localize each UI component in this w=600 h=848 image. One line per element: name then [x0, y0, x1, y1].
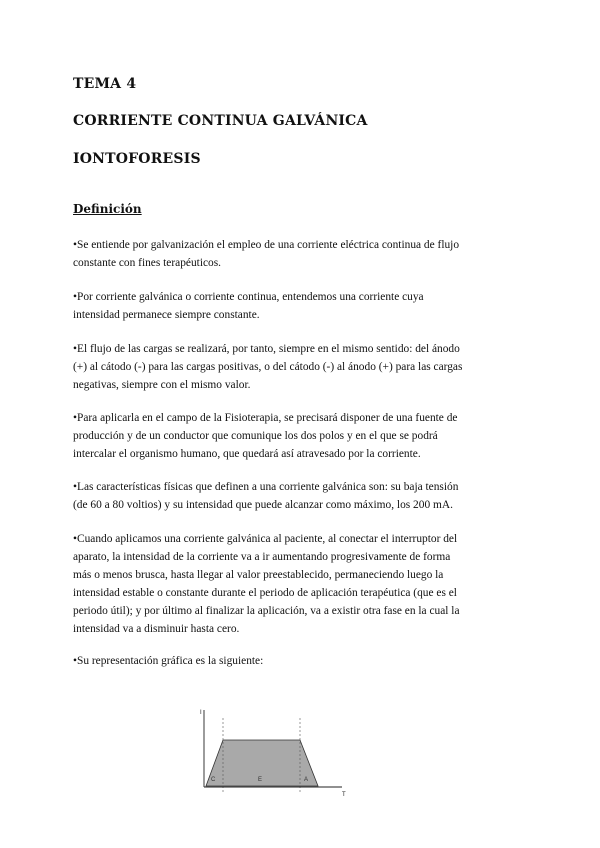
paragraph-line: •Cuando aplicamos una corriente galvánica al paciente, al conectar el interruptor del [73, 533, 458, 545]
paragraph [73, 288, 528, 324]
paragraph-line: •Se entiende por galvanización el empleo de una corriente eléctrica continua de flujo [73, 239, 460, 251]
paragraph [73, 409, 528, 463]
paragraph-line: más o menos brusca, hasta llegar al valor preestablecido, permaneciendo luego la [73, 569, 444, 581]
paragraph-line: (+) al cátodo (-) para las cargas positivas, o del cátodo (-) al ánodo (+) para las cargas [73, 361, 463, 373]
paragraph-line: intensidad permanece siempre constante. [73, 309, 260, 321]
paragraph-line: •Para aplicarla en el campo de la Fisioterapia, se precisará disponer de una fuente de [73, 412, 458, 424]
paragraph-line: •Las características físicas que definen a una corriente galvánica son: su baja tensión [73, 481, 459, 493]
phase-label-c: C [211, 777, 216, 783]
paragraph-line: aparato, la intensidad de la corriente va a ir aumentando progresivamente de forma [73, 551, 451, 563]
section-heading: Definición [73, 202, 142, 216]
paragraph-line: •Su representación gráfica es la siguiente: [73, 655, 264, 667]
phase-label-e: E [258, 777, 263, 783]
topic-number: TEMA 4 [73, 76, 137, 92]
paragraph-line: producción y de un conductor que comunique los dos polos y en el que se podrá [73, 430, 438, 442]
y-axis-label: I [200, 710, 202, 716]
paragraph [73, 530, 528, 638]
paragraph-line: (de 60 a 80 voltios) y su intensidad que puede alcanzar como máximo, los 200 mA. [73, 499, 453, 511]
paragraph [73, 340, 528, 394]
paragraph-line: intensidad va a disminuir hasta cero. [73, 623, 240, 635]
paragraph [73, 236, 528, 272]
paragraph-line: constante con fines terapéuticos. [73, 257, 222, 269]
paragraph-line: periodo útil); y por último al finalizar la aplicación, va a existir otra fase en la cual la [73, 605, 460, 617]
paragraph [73, 478, 528, 514]
phase-label-a: A [304, 777, 309, 783]
paragraph-line: negativas, siempre con el mismo valor. [73, 379, 251, 391]
x-axis-label: T [342, 792, 346, 798]
paragraph [73, 652, 528, 670]
paragraph-line: intensidad estable o constante durante el periodo de aplicación terapéutica (que es el [73, 587, 457, 599]
paragraph-line: •Por corriente galvánica o corriente continua, entendemos una corriente cuya [73, 291, 424, 303]
paragraph-line: •El flujo de las cargas se realizará, por tanto, siempre en el mismo sentido: del ánodo [73, 343, 460, 355]
galvanic-current-graph [190, 704, 355, 798]
page-subtitle: IONTOFORESIS [73, 151, 201, 167]
paragraph-line: intercalar el organismo humano, que quedará así atravesado por la corriente. [73, 448, 421, 460]
page-title: CORRIENTE CONTINUA GALVÁNICA [73, 113, 368, 129]
